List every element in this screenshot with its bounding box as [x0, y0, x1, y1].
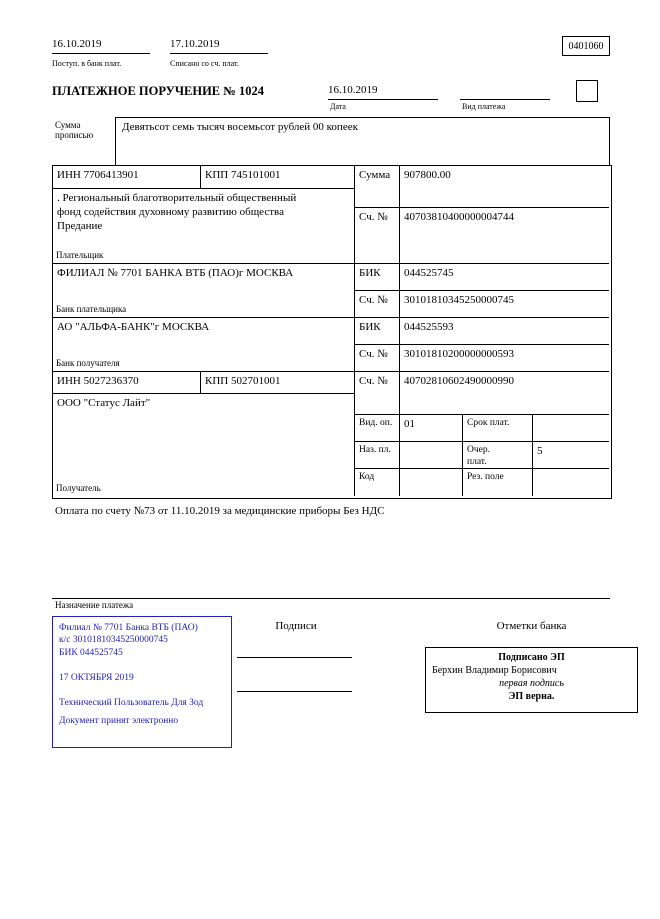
pay-term-label: Срок плат.: [467, 418, 510, 428]
payee-inn-cell: ИНН 5027236370: [53, 372, 201, 394]
payer-inn-cell: ИНН 7706413901: [53, 166, 201, 189]
received-date-field: 16.10.2019: [52, 38, 150, 54]
payer-label: Плательщик: [56, 249, 104, 260]
electronic-signature-box: [425, 647, 638, 713]
debited-date-label: Списано со сч. плат.: [170, 59, 239, 68]
document-title: ПЛАТЕЖНОЕ ПОРУЧЕНИЕ № 1024: [52, 84, 264, 98]
reserve-label-cell: Рез. поле: [463, 469, 533, 496]
signatures-title: Подписи: [275, 620, 317, 632]
pay-term-value-cell: [533, 415, 609, 442]
requisites-table: [52, 165, 612, 499]
payee-account-value-cell: 40702810602490000990: [400, 372, 609, 415]
payee-name: ООО "Статус Лайт": [57, 397, 151, 409]
payer-bank-account-value-cell: 30101810345250000745: [400, 291, 609, 318]
payer-account-value-cell: 40703810400000004744: [400, 208, 609, 264]
payee-bank-account-label-cell: Сч. №: [355, 345, 400, 372]
stamp-bank-name: Филиал № 7701 Банка ВТБ (ПАО): [59, 623, 198, 633]
debited-date-field: 17.10.2019: [170, 38, 268, 54]
date-label: Дата: [330, 102, 346, 111]
payee-cell: [53, 394, 355, 496]
op-kind-value-cell: 01: [400, 415, 463, 442]
amount-label-cell: Сумма: [355, 166, 400, 208]
payee-bank-bik-value-cell: 044525593: [400, 318, 609, 345]
stamp-bik: БИК 044525745: [59, 647, 123, 658]
payee-bank-account-value-cell: 30101810200000000593: [400, 345, 609, 372]
stamp-corr-account: к/с 30101810345250000745: [59, 635, 168, 646]
stamp-note: Документ принят электронно: [59, 715, 179, 726]
esign-valid-label: ЭП верна.: [508, 691, 555, 702]
esign-signature-kind: первая подпись: [499, 678, 564, 689]
payee-bank-bik-label-cell: БИК: [355, 318, 400, 345]
pay-purpose-code-value-cell: [400, 442, 463, 469]
payer-bank-cell: [53, 264, 355, 318]
amount-value-cell: 907800.00: [400, 166, 609, 208]
pay-term-label-cell: [463, 415, 533, 442]
code-label-cell: Код: [355, 469, 400, 496]
first-signature-line: [237, 657, 352, 658]
corner-box: [576, 80, 598, 102]
payer-bank-bik-value-cell: 044525745: [400, 264, 609, 291]
payer-bank-label: Банк плательщика: [56, 303, 127, 314]
esign-signed-label: Подписано ЭП: [498, 652, 565, 663]
reserve-value-cell: [533, 469, 609, 496]
stamp-user: Технический Пользователь Для Зод: [59, 698, 204, 709]
amount-words-value: Девятьсот семь тысяч восемьсот рублей 00 копеек: [115, 117, 610, 165]
payer-bank-bik-label-cell: БИК: [355, 264, 400, 291]
amount-words-label: Сумма прописью: [55, 120, 94, 140]
op-kind-label-cell: Вид. оп.: [355, 415, 400, 442]
payee-kpp-cell: КПП 502701001: [201, 372, 355, 394]
payer-kpp-cell: КПП 745101001: [201, 166, 355, 189]
payee-account-label-cell: Сч. №: [355, 372, 400, 415]
payee-bank-cell: [53, 318, 355, 372]
code-value-cell: [400, 469, 463, 496]
payer-account-label-cell: Сч. №: [355, 208, 400, 264]
pay-purpose-code-label-cell: Наз. пл.: [355, 442, 400, 469]
pay-order-label: Очер. плат.: [467, 445, 490, 467]
payment-kind-label: Вид платежа: [462, 102, 506, 111]
payee-label: Получатель: [56, 482, 101, 493]
second-signature-line: [237, 691, 352, 692]
pay-order-value-cell: 5: [533, 442, 609, 469]
esign-signer-name: Берхин Владимир Борисович: [432, 665, 557, 676]
bank-marks-title: Отметки банка: [496, 620, 567, 632]
purpose-divider: [52, 598, 610, 599]
form-code-box: 0401060: [562, 36, 610, 56]
payee-bank-name: АО "АЛЬФА-БАНК"г МОСКВА: [57, 321, 210, 333]
pay-order-label-cell: [463, 442, 533, 469]
purpose-label: Назначение платежа: [55, 600, 134, 610]
received-date-label: Поступ. в банк плат.: [52, 59, 122, 68]
stamp-date: 17 ОКТЯБРЯ 2019: [59, 673, 134, 684]
date-field: 16.10.2019: [328, 84, 438, 100]
payer-bank-name: ФИЛИАЛ № 7701 БАНКА ВТБ (ПАО)г МОСКВА: [57, 267, 294, 279]
payer-name: . Региональный благотворительный общественный фонд содействия духовному развитию общества Предание: [57, 192, 297, 232]
payee-bank-label: Банк получателя: [56, 357, 120, 368]
payment-kind-field: [460, 84, 550, 100]
payer-cell: [53, 189, 355, 264]
purpose-text: Оплата по счету №73 от 11.10.2019 за медицинские приборы Без НДС: [55, 505, 385, 517]
payer-bank-account-label-cell: Сч. №: [355, 291, 400, 318]
bank-electronic-stamp: [52, 616, 232, 748]
